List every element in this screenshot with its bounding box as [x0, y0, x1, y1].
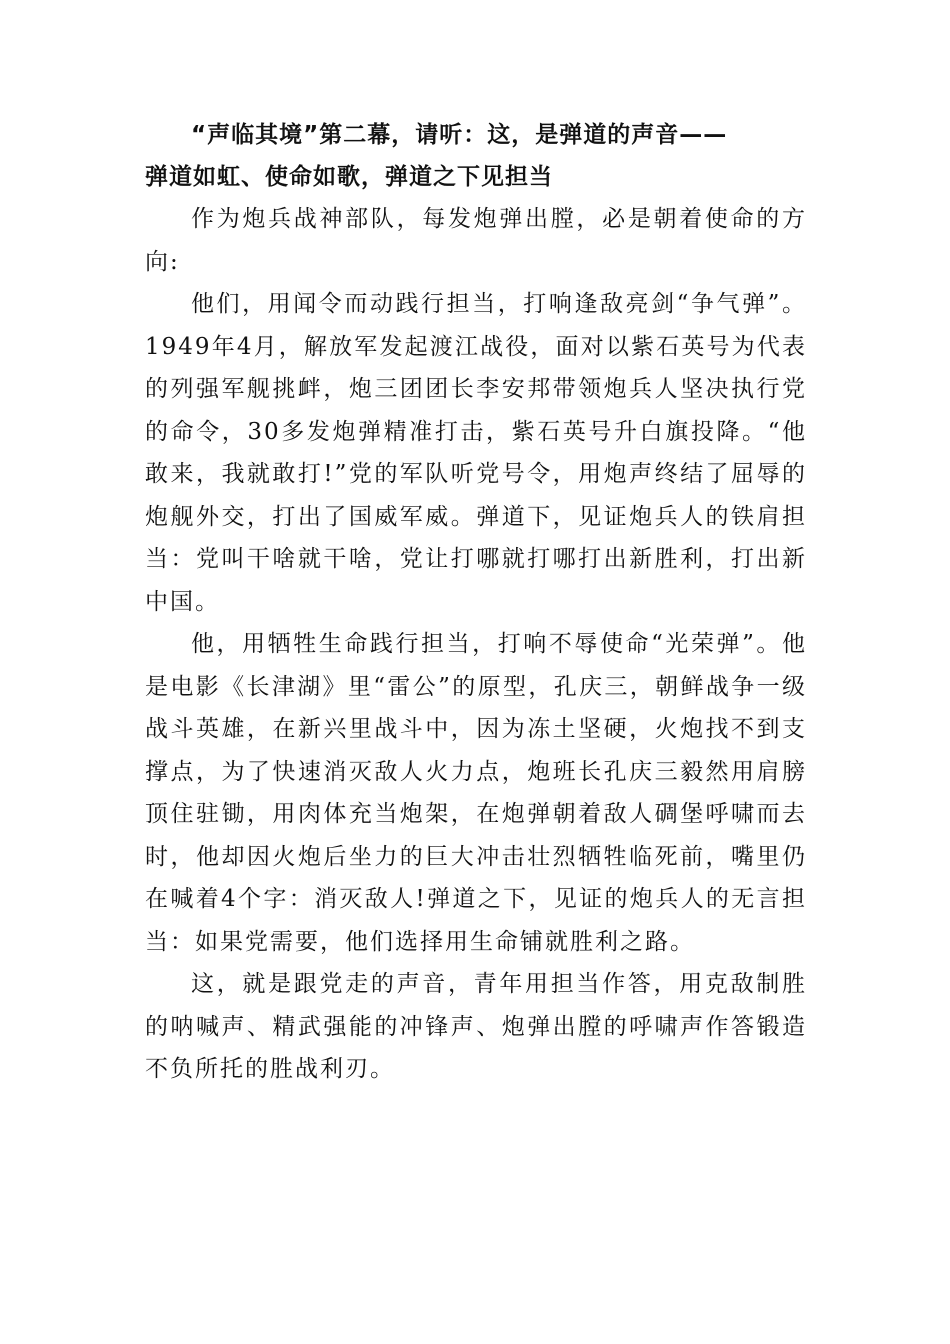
paragraph-kongqingsan: 他，用牺牲生命践行担当，打响不辱使命“光荣弹”。他是电影《长津湖》里“雷公”的原型，孔庆三，朝鲜战争一级战斗英雄，在新兴里战斗中，因为冻土坚硬，火炮找不到支撑点，为了快速消灭敌人火力点，炮班长孔庆三毅然用肩膀顶住驻锄，用肉体充当炮架，在炮弹朝着敌人碉堡呼啸而去时，他却因火炮后坐力的巨大冲击壮烈牺牲临死前，嘴里仍在喊着4个字：消灭敌人!弹道之下，见证的炮兵人的无言担当：如果党需要，他们选择用生命铺就胜利之路。 — [145, 631, 807, 955]
title-line-1: “声临其境”第二幕，请听：这，是弹道的声音—— — [191, 122, 728, 148]
title-line-2: 弹道如虹、使命如歌，弹道之下见担当 — [145, 164, 553, 190]
paragraph-dujiang: 他们，用闻令而动践行担当，打响逢敌亮剑“争气弹”。1949年4月，解放军发起渡江战役，面对以紫石英号为代表的列强军舰挑衅，炮三团团长李安邦带领炮兵人坚决执行党的命令，30多发炮弹精准打击，紫石英号升白旗投降。“他敢来，我就敢打!”党的军队听党号令，用炮声终结了屈辱的炮舰外交，打出了国威军威。弹道下，见证炮兵人的铁肩担当：党叫干啥就干啥，党让打哪就打哪打出新胜利，打出新中国。 — [145, 291, 807, 615]
paragraph-intro: 作为炮兵战神部队，每发炮弹出膛，必是朝着使命的方向: — [145, 206, 807, 275]
document-body — [145, 114, 807, 1091]
paragraph-conclusion: 这，就是跟党走的声音，青年用担当作答，用克敌制胜的呐喊声、精武强能的冲锋声、炮弹出膛的呼啸声作答锻造不负所托的胜战利刃。 — [145, 971, 807, 1082]
